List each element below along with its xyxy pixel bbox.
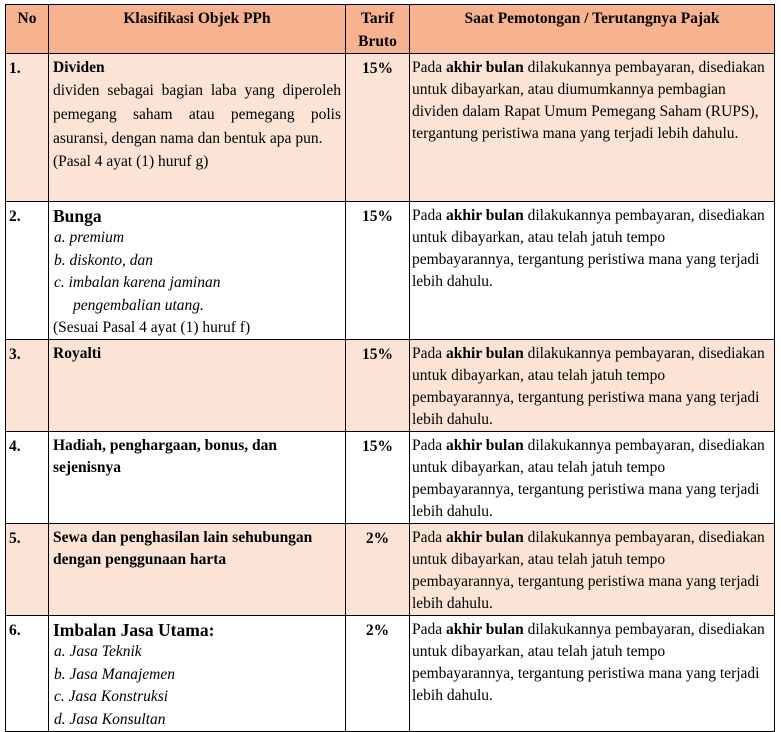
table-row xyxy=(6,616,775,732)
tarif-value: 15% xyxy=(346,54,410,202)
list-item: c. imbalan karena jaminan xyxy=(54,274,221,291)
header-no: No xyxy=(6,5,49,54)
table-row xyxy=(6,524,775,616)
list-item: c. Jasa Konstruksi xyxy=(54,688,169,705)
row-number: 3. xyxy=(6,340,49,432)
list-item: a. premium xyxy=(54,229,125,246)
object-title: Hadiah, penghargaan, bonus, dan sejenisnya xyxy=(53,437,277,476)
object-cell xyxy=(49,340,346,432)
saat-text: dilakukannya pembayaran, disediakan untuk dibayarkan, atau telah jatuh tempo pembayarannya, tergantung peristiwa mana yang terjadi lebih dahulu. xyxy=(412,207,765,290)
saat-keyword: akhir bulan xyxy=(446,621,524,638)
table-header-row xyxy=(6,5,775,54)
tarif-value: 15% xyxy=(346,340,410,432)
saat-cell xyxy=(410,432,775,524)
saat-prefix: Pada xyxy=(412,437,443,454)
tarif-value: 15% xyxy=(346,202,410,340)
saat-text: dilakukannya pembayaran, disediakan untuk dibayarkan, atau telah jatuh tempo pembayarannya, tergantung peristiwa mana yang terjadi lebih dahulu. xyxy=(412,345,765,428)
list-item: a. Jasa Teknik xyxy=(54,643,142,660)
saat-cell xyxy=(410,54,775,202)
saat-prefix: Pada xyxy=(412,345,443,362)
row-number: 6. xyxy=(6,616,49,732)
saat-prefix: Pada xyxy=(412,207,443,224)
list-item: d. Jasa Konsultan xyxy=(54,710,166,728)
saat-keyword: akhir bulan xyxy=(446,437,524,454)
pph-object-table xyxy=(5,4,775,732)
saat-keyword: akhir bulan xyxy=(446,207,524,224)
saat-text: dilakukannya pembayaran, disediakan untuk dibayarkan, atau diumumkannya pembagian dividen dalam Rapat Umum Pemegang Saham (RUPS), tergantung peristiwa mana yang terjadi lebih dahulu. xyxy=(412,59,765,142)
tarif-value: 2% xyxy=(346,524,410,616)
list-item: b. Jasa Manajemen xyxy=(54,665,175,683)
list-item: b. diskonto, dan xyxy=(54,251,154,269)
tarif-value: 2% xyxy=(346,616,410,732)
saat-keyword: akhir bulan xyxy=(446,345,524,362)
saat-text: dilakukannya pembayaran, disediakan untuk dibayarkan, atau telah jatuh tempo pembayarannya, tergantung peristiwa mana yang terjadi lebih dahulu. xyxy=(412,529,765,612)
object-cell xyxy=(49,54,346,202)
object-title: Dividen xyxy=(53,59,105,76)
object-items xyxy=(53,641,341,731)
list-item: pengembalian utang. xyxy=(73,296,204,314)
saat-text: dilakukannya pembayaran, disediakan untuk dibayarkan, atau telah jatuh tempo pembayarannya, tergantung peristiwa mana yang terjadi lebih dahulu. xyxy=(412,621,765,704)
saat-cell xyxy=(410,340,775,432)
saat-keyword: akhir bulan xyxy=(446,529,524,546)
object-cell xyxy=(49,432,346,524)
object-description: dividen sebagai bagian laba yang diperoleh pemegang saham atau pemegang polis asuransi, dengan nama dan bentuk apa pun. xyxy=(53,82,341,147)
object-title: Royalti xyxy=(53,345,102,362)
row-number: 4. xyxy=(6,432,49,524)
saat-prefix: Pada xyxy=(412,529,443,546)
saat-cell xyxy=(410,616,775,732)
row-number: 1. xyxy=(6,54,49,202)
header-tarif-line2: Bruto xyxy=(358,33,397,50)
table-row xyxy=(6,202,775,340)
saat-text: dilakukannya pembayaran, disediakan untuk dibayarkan, atau telah jatuh tempo pembayarannya, tergantung peristiwa mana yang terjadi lebih dahulu. xyxy=(412,437,765,520)
saat-prefix: Pada xyxy=(412,59,443,76)
saat-prefix: Pada xyxy=(412,621,443,638)
legal-reference: (Sesuai Pasal 4 ayat (1) huruf f) xyxy=(53,319,251,336)
object-title: Imbalan Jasa Utama: xyxy=(53,620,215,640)
saat-cell xyxy=(410,202,775,340)
header-klasifikasi: Klasifikasi Objek PPh xyxy=(49,5,346,54)
table-row xyxy=(6,340,775,432)
object-title: Sewa dan penghasilan lain sehubungan dengan penggunaan harta xyxy=(53,529,313,568)
header-saat: Saat Pemotongan / Terutangnya Pajak xyxy=(410,5,775,54)
header-tarif xyxy=(346,5,410,54)
row-number: 5. xyxy=(6,524,49,616)
object-cell xyxy=(49,202,346,340)
object-cell xyxy=(49,616,346,732)
object-cell xyxy=(49,524,346,616)
table-row xyxy=(6,432,775,524)
legal-reference: (Pasal 4 ayat (1) huruf g) xyxy=(53,153,209,170)
header-tarif-line1: Tarif xyxy=(360,10,394,27)
saat-keyword: akhir bulan xyxy=(446,59,524,76)
saat-cell xyxy=(410,524,775,616)
object-items xyxy=(53,227,341,317)
object-title: Bunga xyxy=(53,206,102,226)
table-row xyxy=(6,54,775,202)
tarif-value: 15% xyxy=(346,432,410,524)
row-number: 2. xyxy=(6,202,49,340)
